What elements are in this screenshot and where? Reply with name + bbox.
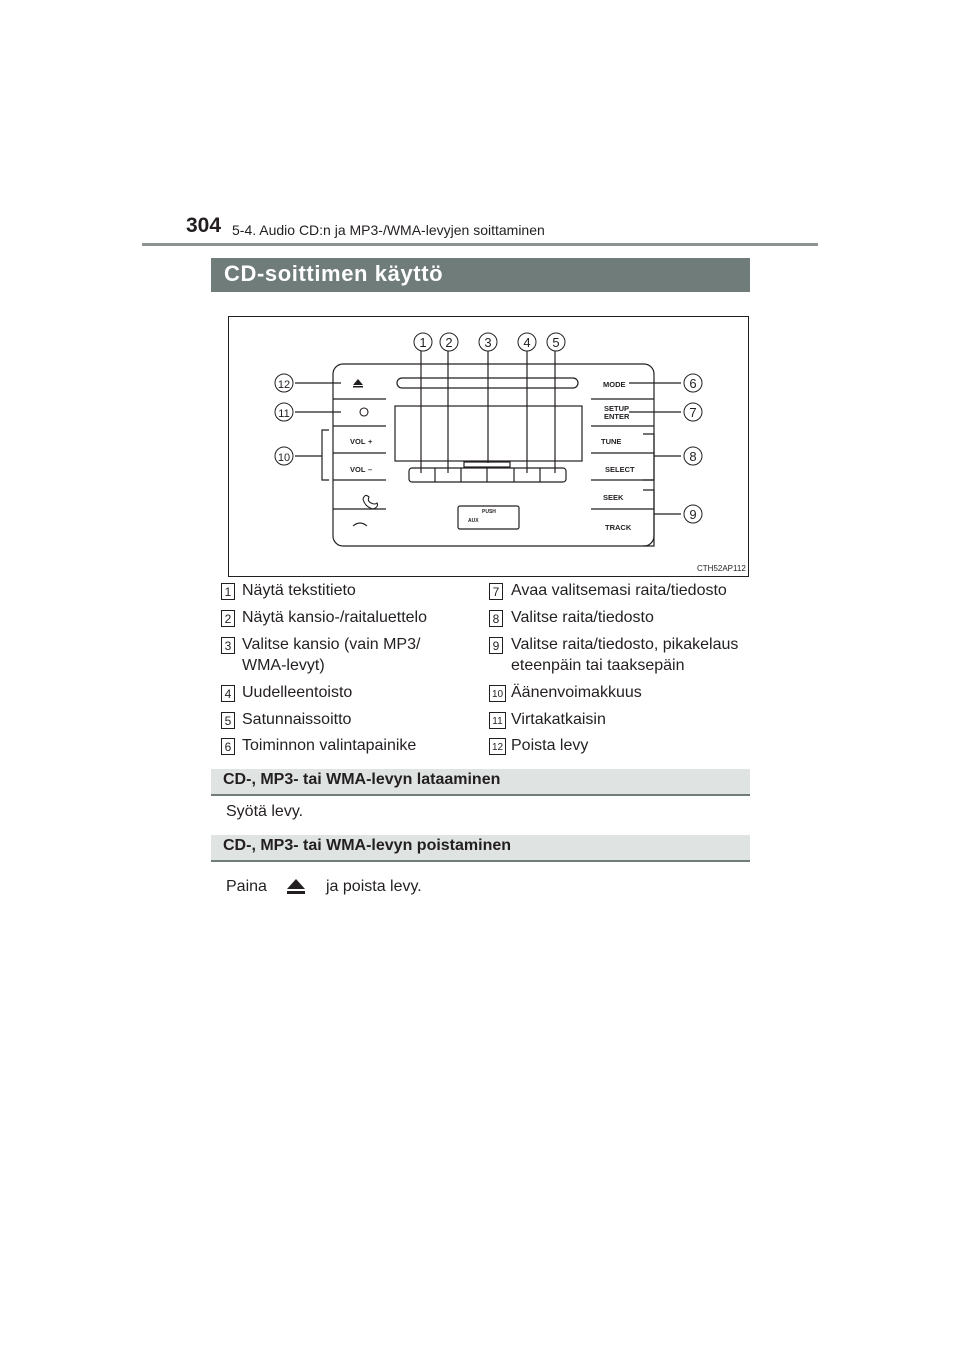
figure-code: CTH52AP112 [697, 564, 746, 573]
legend-number: 4 [221, 685, 235, 702]
push-label: PUSH [482, 509, 496, 515]
legend-number: 12 [489, 738, 506, 755]
callout-6 [684, 374, 702, 392]
eject-text-after: ja poista levy. [326, 878, 422, 895]
svg-text:3: 3 [484, 335, 492, 350]
tune-bracket [643, 434, 654, 480]
mode-label: MODE [603, 380, 626, 389]
callout-10 [275, 447, 293, 465]
header-rule [142, 243, 818, 246]
legend-number: 9 [489, 637, 503, 654]
vol-up-label: VOL [350, 437, 366, 446]
svg-text:6: 6 [689, 376, 697, 391]
legend-text: Näytä kansio-/raitaluettelo [242, 609, 427, 626]
legend-text: Uudelleentoisto [242, 684, 353, 701]
svg-text:2: 2 [445, 335, 453, 350]
load-heading [211, 769, 750, 796]
callout-3 [479, 333, 497, 351]
legend-number: 7 [489, 583, 503, 600]
audio-panel-figure [229, 317, 748, 576]
svg-text:8: 8 [689, 449, 697, 464]
svg-text:10: 10 [277, 452, 291, 464]
eject-text-before: Paina [226, 878, 267, 895]
callout-1 [414, 333, 432, 351]
preset-buttons [409, 462, 566, 482]
legend-number: 11 [489, 712, 506, 729]
load-text: Syötä levy. [226, 803, 304, 820]
vol-down-label: VOL [350, 465, 366, 474]
legend-text: Toiminnon valintapainike [242, 737, 417, 754]
legend-text: Valitse kansio (vain MP3/ [242, 636, 421, 653]
select-label: SELECT [605, 465, 635, 474]
legend-text: Virtakatkaisin [511, 711, 606, 728]
legend-number: 6 [221, 738, 235, 755]
callout-11 [275, 403, 293, 421]
legend-number: 10 [489, 685, 506, 702]
legend-text: Satunnaissoitto [242, 711, 352, 728]
left-dividers [333, 399, 386, 509]
legend-text: Valitse raita/tiedosto [511, 609, 654, 626]
legend-text: Valitse raita/tiedosto, pikakelaus [511, 636, 739, 653]
eject-icon [353, 379, 363, 385]
seek-bracket [643, 490, 654, 546]
svg-text:1: 1 [419, 335, 427, 350]
callout-7 [684, 403, 702, 421]
hangup-icon [353, 523, 367, 526]
legend-number: 3 [221, 637, 235, 654]
eject-heading [211, 835, 750, 862]
page-number: 304 [186, 214, 222, 237]
callout-2 [440, 333, 458, 351]
section-banner [211, 258, 750, 292]
vol-plus-icon: + [368, 437, 373, 446]
callout-8 [684, 447, 702, 465]
power-icon [360, 408, 368, 416]
track-label: TRACK [605, 523, 632, 532]
phone-icon [363, 495, 378, 509]
legend-number: 5 [221, 712, 235, 729]
svg-text:4: 4 [523, 335, 531, 350]
vol-minus-icon: – [368, 465, 373, 474]
legend-text: Poista levy [511, 737, 589, 754]
tune-label: TUNE [601, 437, 622, 446]
callout-leaders [295, 349, 681, 514]
callout-5 [547, 333, 565, 351]
legend-text: Avaa valitsemasi raita/tiedosto [511, 582, 727, 599]
aux-label: AUX [468, 518, 479, 524]
callout-12 [275, 374, 293, 392]
svg-text:5: 5 [552, 335, 560, 350]
svg-text:12: 12 [277, 379, 291, 391]
legend-text: Äänenvoimakkuus [511, 684, 642, 701]
setup-label: SETUP [604, 404, 630, 413]
legend-text-cont: WMA-levyt) [242, 657, 325, 674]
callout-9 [684, 505, 702, 523]
eject-heading-text: CD-, MP3- tai WMA-levyn poistaminen [223, 837, 512, 854]
legend-number: 8 [489, 610, 503, 627]
legend-text: Näytä tekstitieto [242, 582, 356, 599]
load-heading-text: CD-, MP3- tai WMA-levyn lataaminen [223, 771, 501, 788]
eject-bar-icon [353, 386, 363, 388]
eject-icon [286, 878, 306, 896]
panel-outline [333, 364, 654, 546]
chapter-title: 5-4. Audio CD:n ja MP3-/WMA-levyjen soittaminen [232, 222, 545, 238]
legend-number: 2 [221, 610, 235, 627]
svg-text:7: 7 [689, 405, 697, 420]
svg-text:11: 11 [278, 408, 290, 420]
vol-bracket [322, 430, 329, 480]
legend-text-cont: eteenpäin tai taaksepäin [511, 657, 685, 674]
enter-label: ENTER [604, 412, 630, 421]
legend-number: 1 [221, 583, 235, 600]
section-title: CD-soittimen käyttö [224, 261, 444, 286]
svg-text:9: 9 [689, 507, 697, 522]
seek-label: SEEK [603, 493, 624, 502]
callout-4 [518, 333, 536, 351]
